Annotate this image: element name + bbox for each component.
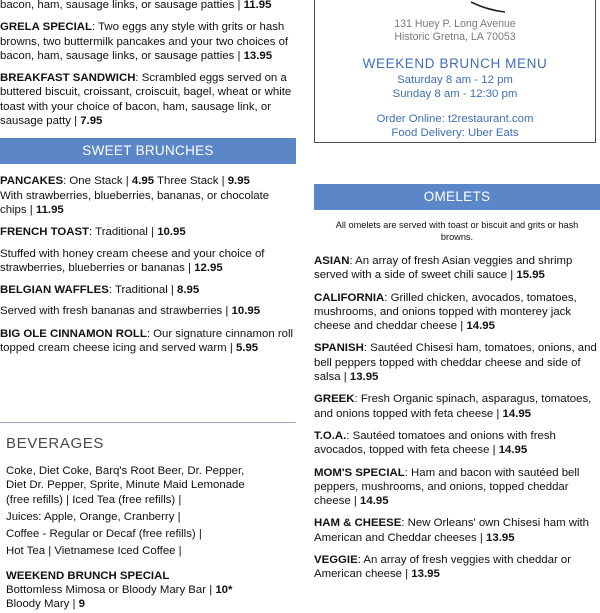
item-description: : Our signature cinnamon roll topped cream cheese icing and served warm | [0,327,294,355]
brunch-menu-title: WEEKEND BRUNCH MENU [362,56,548,71]
right-column [314,184,600,590]
menu-item-greek [314,392,600,421]
address-line-2: Historic Gretna, LA 70053 [394,31,516,43]
section-header-sweet-brunches [0,138,296,164]
section-header-omelets [314,184,600,210]
item-description: : Sautéed tomatoes and onions with fresh avocados, topped with feta cheese | [314,429,556,457]
special-price: 10* [215,584,233,597]
order-online-link[interactable]: Order Online: t2restaurant.com [376,113,534,125]
item-description: Three Stack | [154,175,228,188]
item-price: 15.95 [516,269,545,282]
menu-item-pancakes [0,174,296,217]
item-name: VEGGIE [314,554,358,567]
menu-item-cinnamon-roll [0,327,296,356]
item-description: : Fresh Organic spinach, asparagus, tomatoes, and onions topped with feta cheese | [314,393,592,420]
item-name: FRENCH TOAST [0,226,90,239]
menu-item-spanish [314,341,600,384]
item-description: : Scrambled eggs served on a buttered biscuit, croissant, croiscuit, bagel, wheat or white toast with your choice of bacon, ham, sausage link, or sausage patty | [0,72,292,128]
item-description: Stuffed with honey cream cheese and your choice of strawberries, blueberries or bananas | [0,247,265,274]
item-name: T.O.A. [314,429,347,442]
menu-item-ham-cheese [314,516,600,545]
menu-item-grela-special [0,20,296,63]
item-price: 14.95 [502,407,532,420]
beverage-line: Coke, Diet Coke, Barq's Root Beer, Dr. Pepper, [6,465,245,477]
menu-item-continued [0,0,296,12]
item-name: GREEK [314,393,355,406]
omelets-note: All omelets are served with toast or biscuit and grits or hash browns. [335,220,579,242]
item-description: : Traditional | [89,226,158,239]
item-price: 4.95 [131,175,155,188]
restaurant-info-box [314,0,596,143]
saturday-hours: Saturday 8 am - 12 pm [397,74,513,86]
menu-item-veggie [314,553,600,582]
item-name: CALIFORNIA [314,291,385,304]
item-name: BELGIAN WAFFLES [0,284,109,297]
menu-item-toa [314,429,600,458]
item-name: ASIAN [314,255,350,267]
special-title: WEEKEND BRUNCH SPECIAL [6,569,170,582]
beverage-line: Juices: Apple, Orange, Cranberry | [6,510,181,523]
menu-item-moms-special [314,466,600,509]
item-price: 10.95 [231,305,261,318]
item-price: 11.95 [243,0,272,11]
item-price: 8.95 [177,284,200,297]
item-description: : One Stack | [63,175,132,188]
item-description: : Sautéed Chisesi ham, tomatoes, onions, and bell peppers topped with cheddar cheese and side of salsa | [314,342,597,384]
item-price: 13.95 [349,371,379,384]
menu-item-california [314,291,600,334]
item-name: SPANISH [314,342,364,355]
special-description: Bottomless Mimosa or Bloody Mary Bar | [6,584,216,597]
item-price: 11.95 [35,203,64,216]
item-name: MOM'S SPECIAL [314,466,405,479]
item-name: GRELA SPECIAL [0,21,92,34]
item-price: 14.95 [360,495,389,508]
item-price: 14.95 [466,320,495,333]
item-description: : An array of fresh veggies with cheddar or American cheese | [314,554,572,581]
item-description: With strawberries, blueberries, bananas, or chocolate chips | [0,189,270,216]
beverage-line: Hot Tea | Vietnamese Iced Coffee | [6,545,182,558]
food-delivery-info: Food Delivery: Uber Eats [391,126,519,139]
item-description: : Grilled chicken, avocados, tomatoes, mushrooms, and onions topped with monterey jack cheese and cheddar cheese | [314,291,577,333]
item-description: : Ham and bacon with sautéed bell peppers, mushrooms, and onions, topped cheddar cheese | [314,466,580,508]
special-description: Bloody Mary | [6,598,79,611]
section-title: OMELETS [423,189,491,204]
item-description: : An array of fresh Asian veggies and shrimp served with a side of sweet chili sauce | [314,255,573,282]
item-description: Served with fresh bananas and strawberries | [0,305,232,318]
item-name: HAM & CHEESE [314,517,402,530]
logo-swash-icon [315,0,595,14]
special-price: 9 [78,598,85,611]
brunch-special [6,569,296,612]
menu-item-french-toast [0,225,296,275]
beverage-line: Diet Dr. Pepper, Sprite, Minute Maid Lemonade [6,479,245,492]
item-description: : New Orleans' own Chisesi ham with American and Cheddar cheeses | [314,517,590,544]
item-price: 13.95 [486,531,515,544]
item-description: : Traditional | [108,284,178,297]
beverage-line: Coffee - Regular or Decaf (free refills) | [6,528,202,541]
section-title: SWEET BRUNCHES [82,143,214,159]
menu-item-breakfast-sandwich [0,71,296,128]
item-price: 5.95 [235,342,259,355]
item-name: PANCAKES [0,175,64,188]
beverages-section [0,422,296,613]
menu-item-belgian-waffles [0,283,296,319]
item-description: : Two eggs any style with grits or hash browns, two buttermilk pancakes and your two choices of bacon, ham, sausage links, or sausage patties | [0,21,289,62]
left-column [0,0,296,363]
item-price: 9.95 [227,175,250,188]
item-name: BIG OLE CINNAMON ROLL [0,327,147,340]
item-price: 7.95 [80,115,103,128]
address-line-1: 131 Huey P. Long Avenue [394,18,516,30]
item-price: 10.95 [157,226,186,239]
menu-item-asian [314,254,600,283]
sunday-hours: Sunday 8 am - 12:30 pm [392,87,518,100]
beverage-list [6,464,296,559]
beverage-line: (free refills) | Iced Tea (free refills) | [6,493,182,506]
item-price: 13.95 [243,49,273,62]
section-title: BEVERAGES [6,435,104,452]
item-description: bacon, ham, sausage links, or sausage patties | [0,0,244,11]
item-price: 12.95 [194,261,223,274]
item-name: BREAKFAST SANDWICH [0,72,136,85]
item-price: 14.95 [498,444,528,457]
item-price: 13.95 [411,568,440,581]
